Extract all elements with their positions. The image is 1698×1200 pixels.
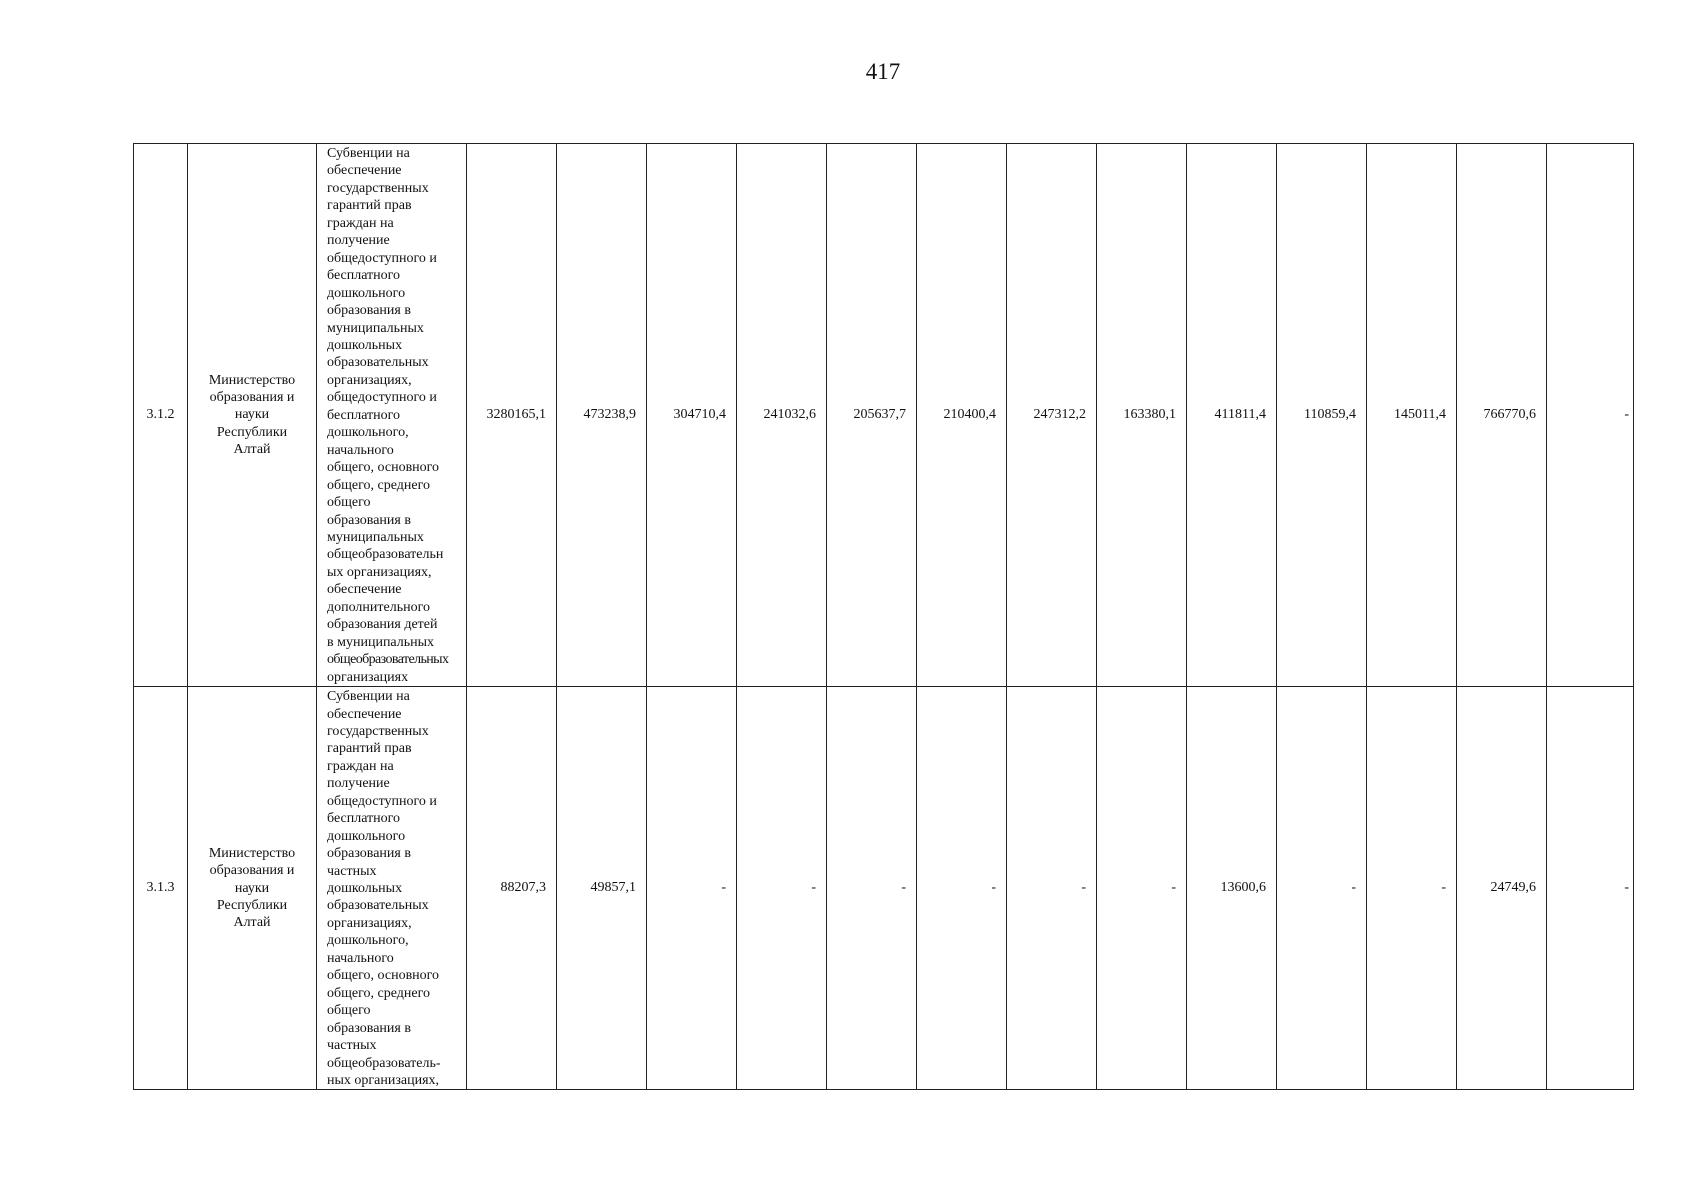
- description-line: гарантий прав: [327, 741, 412, 757]
- value-cell: 3280165,1: [467, 144, 557, 687]
- organization-line: науки: [234, 407, 270, 423]
- description-line: образовательных: [327, 898, 429, 914]
- description-line: общедоступного и: [327, 793, 437, 809]
- value-cell: 145011,4: [1367, 144, 1457, 687]
- description-line: ных организациях,: [327, 1073, 440, 1089]
- value-cell: -: [827, 687, 917, 1090]
- value-cell: -: [1277, 687, 1367, 1090]
- description-line: муниципальных: [327, 529, 424, 545]
- value-cell: 247312,2: [1007, 144, 1097, 687]
- description-line: Субвенции на: [327, 146, 410, 161]
- description-cell: [317, 687, 467, 1090]
- description-line: общеобразователь-: [327, 1055, 441, 1071]
- description-line: образования в: [327, 846, 411, 862]
- description-line: частных: [327, 1038, 377, 1054]
- description-line: общеобразовательных: [327, 652, 449, 668]
- value-cell: 210400,4: [917, 144, 1007, 687]
- value-cell: 88207,3: [467, 687, 557, 1090]
- description-line: гарантий прав: [327, 198, 412, 214]
- value-cell: 13600,6: [1187, 687, 1277, 1090]
- description-line: образования в: [327, 303, 411, 319]
- description-line: получение: [327, 233, 390, 249]
- value-cell: -: [1097, 687, 1187, 1090]
- value-cell: 304710,4: [647, 144, 737, 687]
- value-cell: -: [1547, 687, 1634, 1090]
- value-cell: 110859,4: [1277, 144, 1367, 687]
- row-code-cell: 3.1.2: [134, 144, 188, 687]
- description-line: граждан на: [327, 215, 394, 231]
- organization-cell: [188, 687, 317, 1090]
- value-cell: 411811,4: [1187, 144, 1277, 687]
- description-line: обеспечение: [327, 163, 402, 179]
- description-line: бесплатного: [327, 811, 401, 827]
- description-line: частных: [327, 863, 377, 879]
- description-line: обеспечение: [327, 582, 402, 598]
- description-line: организациях,: [327, 372, 412, 388]
- description-line: общего, среднего: [327, 477, 430, 493]
- description-line: общего: [327, 495, 371, 511]
- description-line: дошкольного,: [327, 425, 409, 441]
- table-row: [134, 687, 1634, 1090]
- organization-line: Республики: [216, 897, 288, 913]
- organization-cell: [188, 144, 317, 687]
- description-line: муниципальных: [327, 320, 424, 336]
- organization-line: Алтай: [233, 915, 271, 931]
- description-cell: [317, 144, 467, 687]
- description-line: дошкольных: [327, 337, 403, 353]
- description-line: Субвенции на: [327, 689, 410, 705]
- description-line: начального: [327, 950, 394, 966]
- organization-line: образования и: [209, 389, 295, 405]
- description-line: образования детей: [327, 617, 438, 633]
- value-cell: 766770,6: [1457, 144, 1547, 687]
- description-line: организациях,: [327, 915, 412, 931]
- description-line: в муниципальных: [327, 634, 435, 650]
- description-line: дошкольного,: [327, 933, 409, 949]
- description-line: образования в: [327, 1020, 411, 1036]
- description-line: образовательных: [327, 355, 429, 371]
- description-line: обеспечение: [327, 706, 402, 722]
- page-number: 417: [865, 59, 901, 84]
- organization-line: науки: [234, 880, 270, 896]
- description-line: получение: [327, 776, 390, 792]
- value-cell: -: [1367, 687, 1457, 1090]
- description-line: государственных: [327, 723, 429, 739]
- budget-table: [133, 143, 1634, 1090]
- description-line: дополнительного: [327, 599, 430, 615]
- description-line: государственных: [327, 180, 429, 196]
- value-cell: 24749,6: [1457, 687, 1547, 1090]
- organization-line: Алтай: [233, 442, 271, 458]
- value-cell: -: [1007, 687, 1097, 1090]
- organization-line: Республики: [216, 424, 288, 440]
- organization-line: Министерство: [208, 845, 296, 861]
- value-cell: -: [647, 687, 737, 1090]
- description-line: начального: [327, 442, 394, 458]
- value-cell: 163380,1: [1097, 144, 1187, 687]
- table-row: [134, 144, 1634, 687]
- description-line: общего, основного: [327, 460, 440, 476]
- organization-line: образования и: [209, 863, 295, 879]
- description-line: общедоступного и: [327, 250, 437, 266]
- value-cell: -: [737, 687, 827, 1090]
- description-line: дошкольного: [327, 828, 406, 844]
- description-line: дошкольного: [327, 285, 406, 301]
- description-line: общедоступного и: [327, 390, 437, 406]
- description-line: бесплатного: [327, 407, 401, 423]
- description-line: граждан на: [327, 758, 394, 774]
- value-cell: 205637,7: [827, 144, 917, 687]
- description-line: общего, среднего: [327, 985, 430, 1001]
- description-line: общеобразовательн: [327, 547, 444, 563]
- row-code-cell: 3.1.3: [134, 687, 188, 1090]
- description-line: организациях: [327, 669, 409, 685]
- description-line: общего, основного: [327, 968, 440, 984]
- value-cell: 49857,1: [557, 687, 647, 1090]
- value-cell: 241032,6: [737, 144, 827, 687]
- value-cell: -: [917, 687, 1007, 1090]
- description-line: образования в: [327, 512, 411, 528]
- value-cell: -: [1547, 144, 1634, 687]
- description-line: дошкольных: [327, 881, 403, 897]
- description-line: ых организациях,: [327, 564, 432, 580]
- description-line: бесплатного: [327, 268, 401, 284]
- value-cell: 473238,9: [557, 144, 647, 687]
- organization-line: Министерство: [208, 372, 296, 388]
- description-line: общего: [327, 1003, 371, 1019]
